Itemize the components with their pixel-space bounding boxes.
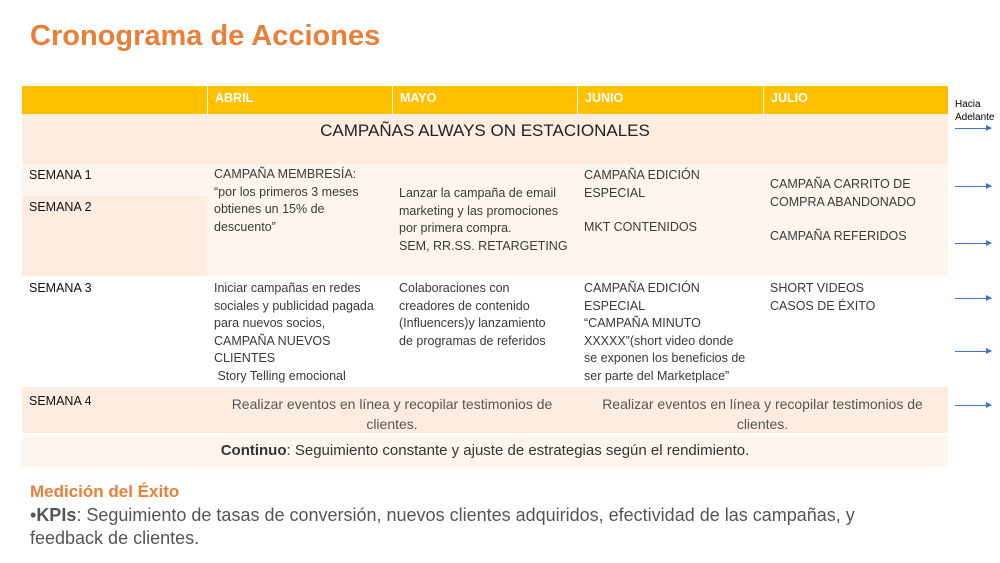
week-label-3: SEMANA 3 <box>29 281 92 295</box>
arrow-right-icon <box>955 351 991 352</box>
kpi-text: : Seguimiento de tasas de conversión, nuevos clientes adquiridos, efectividad de las campañas, y feedback de clientes. <box>30 505 855 548</box>
side-note-hacia-adelante: Hacia Adelante <box>955 99 995 123</box>
cell-w3-mayo: Colaboraciones con creadores de contenido (Influencers)y lanzamiento de programas de referidos <box>399 281 546 348</box>
header-month-julio: JULIO <box>763 86 948 114</box>
header-month-mayo: MAYO <box>392 86 577 114</box>
header-empty-cell <box>22 86 207 114</box>
kpi-label: KPIs <box>36 505 77 525</box>
cell-w12-abril: CAMPAÑA MEMBRESÍA: “por los primeros 3 meses obtienes un 15% de descuento” <box>214 167 359 234</box>
cell-w12-junio: CAMPAÑA EDICIÓN ESPECIAL MKT CONTENIDOS <box>584 168 700 234</box>
bullet: • <box>30 505 37 525</box>
cell-w3-abril: Iniciar campañas en redes sociales y publicidad pagada para nuevos socios, CAMPAÑA NUEVOS CLIENTES Story Telling emocional <box>214 281 374 383</box>
arrow-right-icon <box>955 243 991 244</box>
arrow-right-icon <box>955 298 991 299</box>
week-label-1: SEMANA 1 <box>29 168 92 182</box>
cell-w12-mayo: Lanzar la campaña de email marketing y las promociones por primera compra. SEM, RR.SS. RETARGETING <box>399 186 568 253</box>
cell-w4-junio-julio: Realizar eventos en línea y recopilar testimonios de clientes. <box>602 396 923 432</box>
header-month-junio: JUNIO <box>577 86 763 114</box>
arrow-right-icon <box>955 128 991 129</box>
cell-w4-abril-mayo: Realizar eventos en línea y recopilar testimonios de clientes. <box>231 396 553 432</box>
page-title: Cronograma de Acciones <box>30 20 381 52</box>
row-continuo <box>22 435 948 467</box>
schedule-table <box>22 86 948 467</box>
medicion-title: Medición del Éxito <box>30 482 180 501</box>
continuo-label: Continuo <box>220 442 287 459</box>
cell-w12-julio: CAMPAÑA CARRITO DE COMPRA ABANDONADO CAMPAÑA REFERIDOS <box>770 177 916 243</box>
cell-w3-julio: SHORT VIDEOS CASOS DE ÉXITO <box>770 281 876 313</box>
continuo-text: : Seguimiento constante y ajuste de estrategias según el rendimiento. <box>286 442 750 459</box>
header-month-abril: ABRIL <box>207 86 392 114</box>
banner-always-on: CAMPAÑAS ALWAYS ON ESTACIONALES <box>22 114 948 164</box>
medicion-kpis <box>30 504 930 550</box>
cell-w3-junio: CAMPAÑA EDICIÓN ESPECIAL “CAMPAÑA MINUTO XXXXX”(short video donde se exponen los beneficios de ser parte del Marketplace” <box>584 281 746 383</box>
arrow-right-icon <box>955 186 991 187</box>
week-label-4: SEMANA 4 <box>29 394 92 408</box>
arrow-right-icon <box>955 405 991 406</box>
week-label-2: SEMANA 2 <box>22 196 207 276</box>
